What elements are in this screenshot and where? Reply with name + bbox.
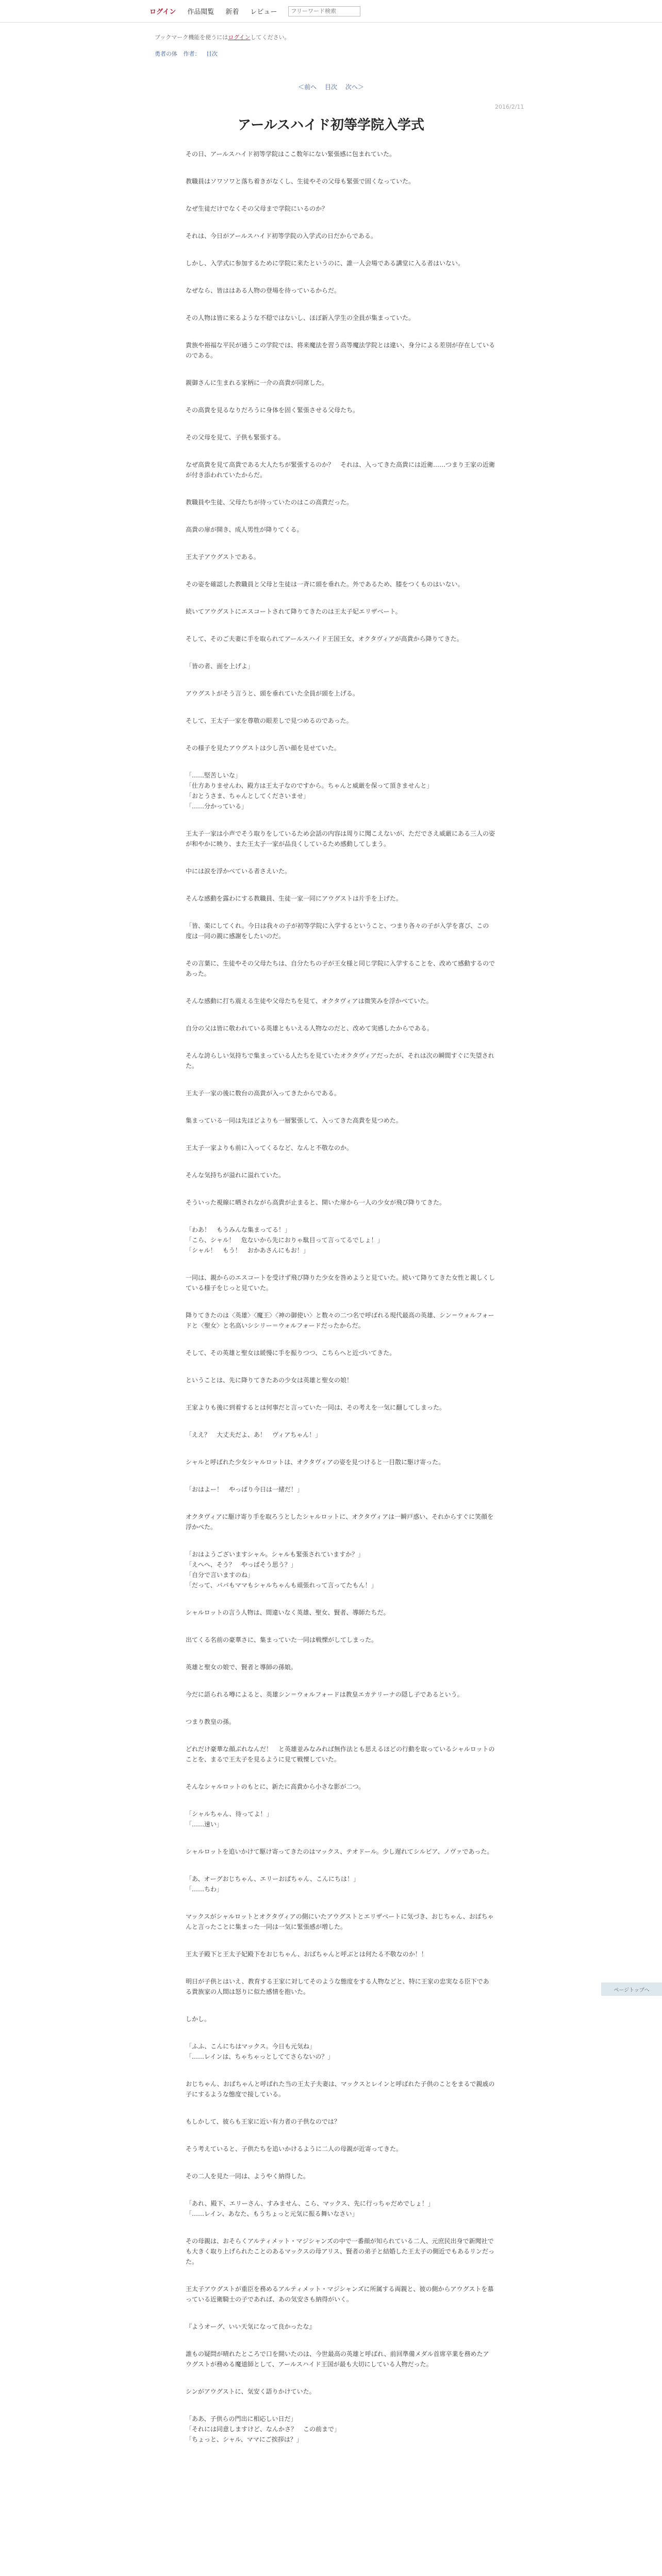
paragraph: 誰もの疑問が晴れたところで口を開いたのは、今世最高の英雄と呼ばれ、前回準備メダル首席卒業を務めたアウグストが務める魔道師として、アールスハイド王国が最も大切にしている人物だった。 <box>186 2350 489 2368</box>
bookmark-login-notice <box>155 33 662 41</box>
paragraph: 王太子一家は小声でそう取りをしているため会話の内容は周りに聞こえないが、ただでさえ威厳にある三人の姿が和やかに映り、また王太子一家が品良くしているため感動してしまう。 <box>186 830 495 848</box>
paragraph: 王太子アウグストである。 <box>186 553 260 561</box>
paragraph: 『ようオーグ、いい天気になって良かったな』 <box>186 2323 316 2330</box>
paragraph: 明日が子供とはいえ、教育する王家に対してそのような態度をする人物などと、特に王家の忠実なる臣下である貴族家の人間は怒りに似た感情を抱いた。 <box>186 1978 489 1995</box>
notice-login-link[interactable]: ログイン <box>228 34 251 41</box>
toc-link[interactable]: 目次 <box>206 50 218 57</box>
nav-item-new[interactable]: 新着 <box>225 8 239 16</box>
paragraph: なぜなら、皆ははある人物の登場を待っているからだ。 <box>186 287 341 294</box>
toc-link-top[interactable]: 目次 <box>324 83 337 91</box>
paragraph: 「おはようございますシャル。シャルも緊張されていますか？」 「えへへ、そう？ やっぱそう思う？」 「自分で言いますのね」 「だって、パパもママもシャルちゃんも頑張れって言ってたもん！」 <box>186 1551 377 1589</box>
paragraph: 王家よりも後に到着するとは何事だと言っていた一同は、その考えを一気に翻してしまった。 <box>186 1404 446 1411</box>
paragraph: 「ええ？ 大丈夫だよ、あ！ ヴィアちゃん！」 <box>186 1431 322 1438</box>
paragraph: その母親は、おそらくアルティメット・マジシャンズの中で一番顔が知られている二人、元庶民出身で新聞社でも大きく取り上げられたことのあるマックスの母アリス、賢者の弟子と結婚した王太子の側近でもあるリンだった。 <box>186 2238 495 2265</box>
paragraph: シャルロットの言う人物は、間違いなく英雄、聖女、賢者、導師たちだ。 <box>186 1609 390 1616</box>
paragraph: その言葉に、生徒やその父母たちは、自分たちの子が王女様と同じ学院に入学することを、改めて感動するのであった。 <box>186 960 495 977</box>
paragraph: 出てくる名前の豪華さに、集まっていた一同は戦慄がしてしまった。 <box>186 1636 378 1643</box>
chapter-body <box>186 149 495 2445</box>
paragraph: 自分の父は皆に敬われている英雄ともいえる人物なのだと、改めて実感したからである。 <box>186 1025 433 1032</box>
next-link[interactable]: 次へ＞ <box>345 83 364 91</box>
paragraph: 「皆の者、面を上げよ」 <box>186 663 254 670</box>
paragraph: 教職員はソワソワと落ち着きがなくし、生徒やその父母も緊張で固くなっていた。 <box>186 178 415 185</box>
paragraph: そんな気持ちが溢れに溢れていた。 <box>186 1172 285 1179</box>
paragraph: 高貴の扉が開き、成人男性が降りてくる。 <box>186 526 303 533</box>
paragraph: そんな感動に打ち震える生徒や父母たちを見て、オクタヴィアは微笑みを浮かべていた。 <box>186 997 433 1005</box>
paragraph: そういった視線に晒されながら高貴が止まると、開いた扉から一人の少女が飛び降りてきた。 <box>186 1199 446 1206</box>
chapter-pager <box>0 82 662 91</box>
paragraph: 「ふふ、こんにちはマックス。今日も元気ね」 「……レインは、ちゃちゃっとしててさらないの？」 <box>186 2043 334 2060</box>
paragraph: そして、王太子一家を尊敬の眼差しで見つめるのであった。 <box>186 717 353 724</box>
paragraph: 「あれ、殿下、エリーさん、すみません、こら、マックス、先に行っちゃだめでしょ！」 「……レイン、あなた、もうちょっと元気に振る舞いなさい」 <box>186 2200 434 2217</box>
paragraph: そして、その英雄と聖女は緩慢に手を振りつつ、こちらへと近づいてきた。 <box>186 1349 396 1357</box>
paragraph: その二人を見た一同は、ようやく納得した。 <box>186 2173 310 2180</box>
paragraph: 「……堅苦しいな」 「仕方ありませんわ、殿方は王太子なのですから。ちゃんと威厳を保って頂きませんと」 「おとうさま、ちゃんとしてくださいませ」 「……分かっている」 <box>186 772 433 810</box>
paragraph: 今だに語られる噂によると、英雄シン＝ウォルフォードは教皇エカテリーナの隠し子であるという。 <box>186 1691 464 1698</box>
paragraph: つまり教皇の孫。 <box>186 1718 236 1725</box>
paragraph: 「あ、オーグおじちゃん、エリーおばちゃん、こんにちは！」 「……ちわ」 <box>186 1875 359 1893</box>
paragraph: そして、そのご夫妻に手を取られてアールスハイド王国王女、オクタヴィアが高貴から降りてきた。 <box>186 635 463 642</box>
paragraph: 王太子一家よりも前に入ってくるなど、なんと不敬なのか。 <box>186 1144 353 1151</box>
paragraph: その高貴を見るなりだろうに身体を固く緊張させる父母たち。 <box>186 406 359 414</box>
paragraph: おじちゃん、おばちゃんと呼ばれた当の王太子夫妻は、マックスとレインと呼ばれた子供のことをまるで親戚の子にするような態度で接している。 <box>186 2080 495 2098</box>
paragraph: もしかして、彼らも王家に近い有力者の子供なのでは？ <box>186 2118 340 2125</box>
paragraph: そんな感動を露わにする教職員、生徒一家一同にアウグストは片手を上げた。 <box>186 895 402 902</box>
paragraph: しかし。 <box>186 2015 211 2023</box>
paragraph: マックスがシャルロットとオクタヴィアの側にいたアウグストとエリザベートに気づき、おじちゃん、おばちゃんと言ったことに集まった一同は一気に緊張感が増した。 <box>186 1913 494 1930</box>
series-meta <box>155 49 662 58</box>
paragraph: 王太子一家の後に数台の高貴が入ってきたからである。 <box>186 1090 340 1097</box>
chapter-title: アールスハイド初等学院入学式 <box>238 117 424 133</box>
prev-link[interactable]: ＜前へ <box>298 83 317 91</box>
paragraph: その日、アールスハイド初等学院はここ数年にない緊張感に包まれていた。 <box>186 150 396 158</box>
series-title-link[interactable]: 勇者の体 <box>155 50 177 57</box>
paragraph: 「シャルちゃん、待ってよ！」 「……速い」 <box>186 1810 273 1828</box>
top-nav-bar <box>0 0 662 23</box>
paragraph: 中には涙を浮かべている者さえいた。 <box>186 868 291 875</box>
paragraph: 「皆、楽にしてくれ。今日は我々の子が初等学院に入学するということ、つまり各々の子が入学を喜び、この度は一同の親に感謝をしたいのだ。 <box>186 922 489 940</box>
paragraph: 「わあ！ もうみんな集まってる！」 「こら、シャル！ 危ないから先におりゃ駄目って言ってるでしょ！」 「シャル！ もう！ おかあさんにもお！」 <box>186 1226 384 1254</box>
paragraph: 親御さんに生まれる家柄に一介の高貴が同席した。 <box>186 379 328 386</box>
paragraph: アウグストがそう言うと、頭を垂れていた全員が頭を上げる。 <box>186 690 359 697</box>
paragraph: 英雄と聖女の娘で、賢者と導師の孫娘。 <box>186 1664 297 1671</box>
paragraph: シャルと呼ばれた少女シャルロットは、オクタヴィアの姿を見つけると一目散に駆け寄った。 <box>186 1459 445 1466</box>
paragraph: 貴族や裕福な平民が通うこの学院では、将来魔法を習う高等魔法学院とは違い、身分による差別が存在しているのである。 <box>186 342 495 359</box>
paragraph: 王太子殿下と王太子妃殿下をおじちゃん、おばちゃんと呼ぶとは何たる不敬なのか！！ <box>186 1951 427 1958</box>
paragraph: その様子を見たアウグストは少し苦い顔を見せていた。 <box>186 744 340 752</box>
paragraph: なぜ高貴を見て高貴である大人たちが緊張するのか？ それは、入ってきた高貴には近衛……つまり王家の近衛が付き添われていたからだ。 <box>186 461 495 479</box>
paragraph: 教職員や生徒、父母たちが待っていたのはこの高貴だった。 <box>186 499 353 506</box>
post-date: 2016/2/11 <box>495 104 524 110</box>
paragraph: その人物は皆に来るような不穏ではないし、ほぼ新入学生の全員が集まっていた。 <box>186 314 415 321</box>
paragraph: 「ああ、子供らの門出に相応しい日だ」 「それには同意しますけど、なんかさ？ この前まで」 「ちょっと、シャル、ママにご挨拶は？」 <box>186 2415 341 2443</box>
notice-text-after: してください。 <box>250 34 290 41</box>
nav-item-browse[interactable]: 作品閲覧 <box>187 8 214 16</box>
paragraph: それは、今日がアールスハイド初等学院の入学式の日だからである。 <box>186 232 377 240</box>
paragraph: その父母を見て、子供も緊張する。 <box>186 434 285 441</box>
paragraph: 続いてアウグストにエスコートされて降りてきたのは王太子妃エリザベート。 <box>186 608 402 615</box>
author-label: 作者： <box>183 50 201 57</box>
paragraph: 「おはよー！ やっぱり今日は一緒だ！」 <box>186 1486 304 1493</box>
page-top-button[interactable]: ページトップへ <box>601 1982 662 1996</box>
paragraph: シャルロットを追いかけて駆け寄ってきたのはマックス、テオドール。少し遅れてシルビア、ノヴァであった。 <box>186 1848 493 1855</box>
paragraph: そんなシャルロットのもとに、新たに高貴から小さな影が二つ。 <box>186 1783 365 1790</box>
paragraph: オクタヴィアに駆け寄り手を取ろうとしたシャルロットに、オクタヴィアは一瞬戸惑い、それからすぐに笑顔を浮かべた。 <box>186 1513 494 1531</box>
paragraph: そう考えていると、子供たちを追いかけるように二人の母親が近寄ってきた。 <box>186 2145 403 2153</box>
paragraph: どれだけ豪華な顔ぶれなんだ！ と英雄並みなみれば無作法とも思えるほどの行動を取っているシャルロットのことを、まるで王太子を見るように見て戦慄していた。 <box>186 1745 495 1763</box>
paragraph: そんな誇らしい気持ちで集まっている人たちを見ていたオクタヴィアだったが、それは次の瞬間すぐに失望された。 <box>186 1052 494 1070</box>
paragraph: その姿を確認した教職員と父母と生徒は一斉に頭を垂れた。外であるため、膝をつくものはいない。 <box>186 581 464 588</box>
paragraph: 王太子アウグストが重臣を務めるアルティメット・マジシャンズに所属する両親と、彼の側からアウグストを慕っている近衛騎士の子であれば、あの気安さも納得がいく。 <box>186 2285 494 2303</box>
notice-text-before: ブックマーク機能を使うには <box>155 34 228 41</box>
paragraph: シンがアウグストに、気安く語りかけていた。 <box>186 2388 316 2395</box>
paragraph: ということは、先に降りてきたあの少女は英雄と聖女の娘！ <box>186 1377 353 1384</box>
nav-item-review[interactable]: レビュー <box>250 8 277 16</box>
paragraph: しかし、入学式に参加するために学院に来たというのに、誰一人会場である講堂に入る者はいない。 <box>186 260 465 267</box>
login-link[interactable]: ログイン <box>150 8 176 16</box>
paragraph: 集まっている一同は先ほどよりも一層緊張して、入ってきた高貴を見つめた。 <box>186 1117 402 1124</box>
paragraph: 降りてきたのは〈英雄〉〈魔王〉〈神の御使い〉と数々の二つ名で呼ばれる現代最高の英雄、シン＝ウォルフォードと〈聖女〉と名高いシシリー＝ウォルフォードだったからだ。 <box>186 1312 494 1329</box>
paragraph: なぜ生徒だけでなくその父母まで学院にいるのか？ <box>186 205 328 212</box>
paragraph: 一同は、親からのエスコートを受けず飛び降りた少女を咎めようと見ていた。続いて降りてきた女性と親しくしている様子をじっと見ていた。 <box>186 1274 495 1292</box>
search-input[interactable] <box>288 6 360 16</box>
